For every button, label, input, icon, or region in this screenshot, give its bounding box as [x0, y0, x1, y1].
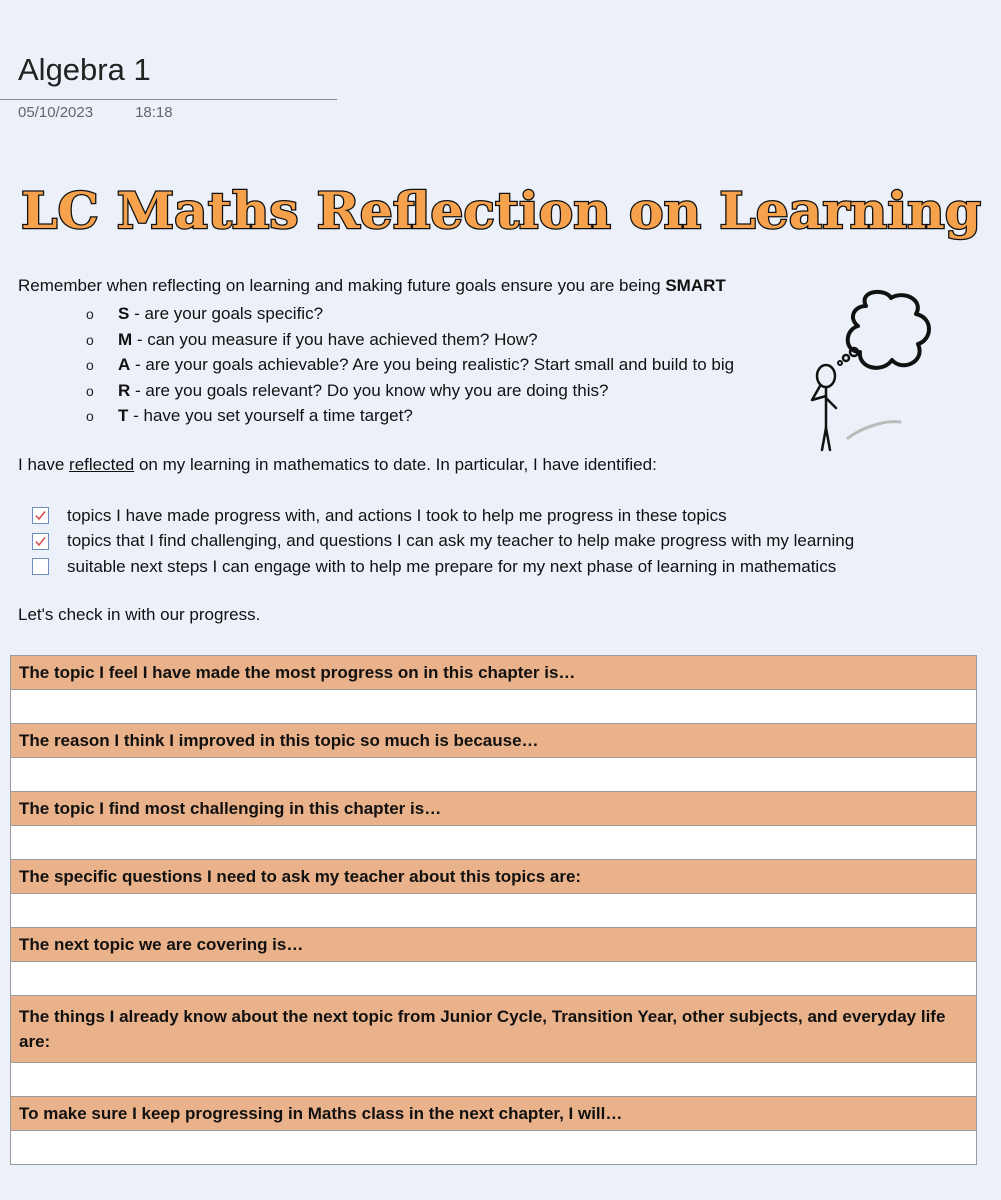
smart-text: - are your goals achievable? Are you being realistic? Start small and build to big: [130, 355, 735, 375]
list-item: [86, 403, 734, 429]
title-divider: [0, 99, 337, 100]
smart-letter: A: [118, 355, 131, 375]
check-mark-icon: [34, 535, 47, 548]
table-row: [11, 928, 977, 962]
list-item: [86, 301, 734, 327]
smart-text: - are your goals specific?: [129, 304, 324, 323]
answer-cell[interactable]: [11, 690, 977, 724]
table-row: [11, 962, 977, 996]
table-row: [11, 1097, 977, 1131]
smart-list: [86, 301, 734, 429]
smart-text: - are you goals relevant? Do you know why you are doing this?: [130, 380, 609, 400]
prompt-cell: The topic I feel I have made the most progress on in this chapter is…: [11, 656, 977, 690]
reflection-table: [10, 655, 977, 1165]
reflection-suffix: on my learning in mathematics to date. In particular, I have identified:: [134, 455, 657, 474]
table-row: [11, 724, 977, 758]
checkbox-checked[interactable]: [32, 533, 49, 550]
note-time: 18:18: [135, 104, 173, 121]
note-meta: [18, 104, 173, 121]
smart-letter: R: [118, 380, 131, 400]
prompt-cell: To make sure I keep progressing in Maths class in the next chapter, I will…: [11, 1097, 977, 1131]
smart-text: - can you measure if you have achieved them? How?: [132, 329, 538, 349]
reflection-statement: [18, 455, 657, 475]
prompt-cell: The specific questions I need to ask my teacher about this topics are:: [11, 860, 977, 894]
checklist-text: topics I have made progress with, and actions I took to help me progress in these topics: [67, 505, 727, 525]
checkbox-unchecked[interactable]: [32, 558, 49, 575]
smart-letter: M: [118, 329, 133, 349]
list-item: [86, 352, 734, 378]
prompt-cell: The reason I think I improved in this topic so much is because…: [11, 724, 977, 758]
table-row: [11, 690, 977, 724]
page-title[interactable]: Algebra 1: [18, 52, 151, 87]
table-row: [11, 758, 977, 792]
prompt-cell: The topic I find most challenging in this chapter is…: [11, 792, 977, 826]
smart-keyword: SMART: [665, 276, 726, 295]
banner-text: LC Maths Reflection on Learning: [21, 181, 981, 240]
table-row: [11, 996, 977, 1063]
answer-cell[interactable]: [11, 826, 977, 860]
checklist-item: [32, 554, 854, 580]
list-item: [86, 378, 734, 404]
bullet-icon: o: [86, 382, 94, 399]
note-date: 05/10/2023: [18, 104, 94, 121]
check-mark-icon: [34, 509, 47, 522]
table-row: [11, 826, 977, 860]
check-in-text: Let's check in with our progress.: [18, 605, 261, 624]
bullet-icon: o: [86, 331, 94, 348]
reflection-checklist: [32, 503, 854, 580]
smart-intro: [18, 276, 726, 296]
table-row: [11, 792, 977, 826]
checklist-item: [32, 503, 854, 529]
banner-heading: [14, 170, 989, 250]
answer-cell[interactable]: [11, 894, 977, 928]
table-row: [11, 860, 977, 894]
bullet-icon: o: [86, 306, 94, 322]
reflection-prefix: I have: [18, 455, 70, 474]
list-item: [86, 327, 734, 353]
checkbox-checked[interactable]: [32, 507, 49, 524]
smart-letter: S: [118, 304, 130, 323]
checklist-item: [32, 529, 854, 555]
table-row: [11, 1063, 977, 1097]
thinking-stick-figure-icon: [796, 288, 946, 458]
answer-cell[interactable]: [11, 758, 977, 792]
answer-cell[interactable]: [11, 1063, 977, 1097]
prompt-cell: The next topic we are covering is…: [11, 928, 977, 962]
bullet-icon: o: [86, 408, 94, 425]
answer-cell[interactable]: [11, 1131, 977, 1165]
bullet-icon: o: [86, 357, 94, 374]
smart-letter: T: [118, 406, 129, 426]
smart-text: - have you set yourself a time target?: [128, 406, 413, 426]
table-row: [11, 894, 977, 928]
answer-cell[interactable]: [11, 962, 977, 996]
checklist-text: suitable next steps I can engage with to help me prepare for my next phase of learning in mathematics: [67, 556, 837, 576]
prompt-cell: The things I already know about the next topic from Junior Cycle, Transition Year, other subjects, and everyday life are:: [11, 996, 977, 1063]
table-row: [11, 1131, 977, 1165]
smart-intro-text: Remember when reflecting on learning and making future goals ensure you are being: [18, 276, 666, 295]
reflected-word: reflected: [69, 455, 135, 474]
checklist-text: topics that I find challenging, and questions I can ask my teacher to help make progress with my learning: [67, 531, 855, 551]
table-row: [11, 656, 977, 690]
